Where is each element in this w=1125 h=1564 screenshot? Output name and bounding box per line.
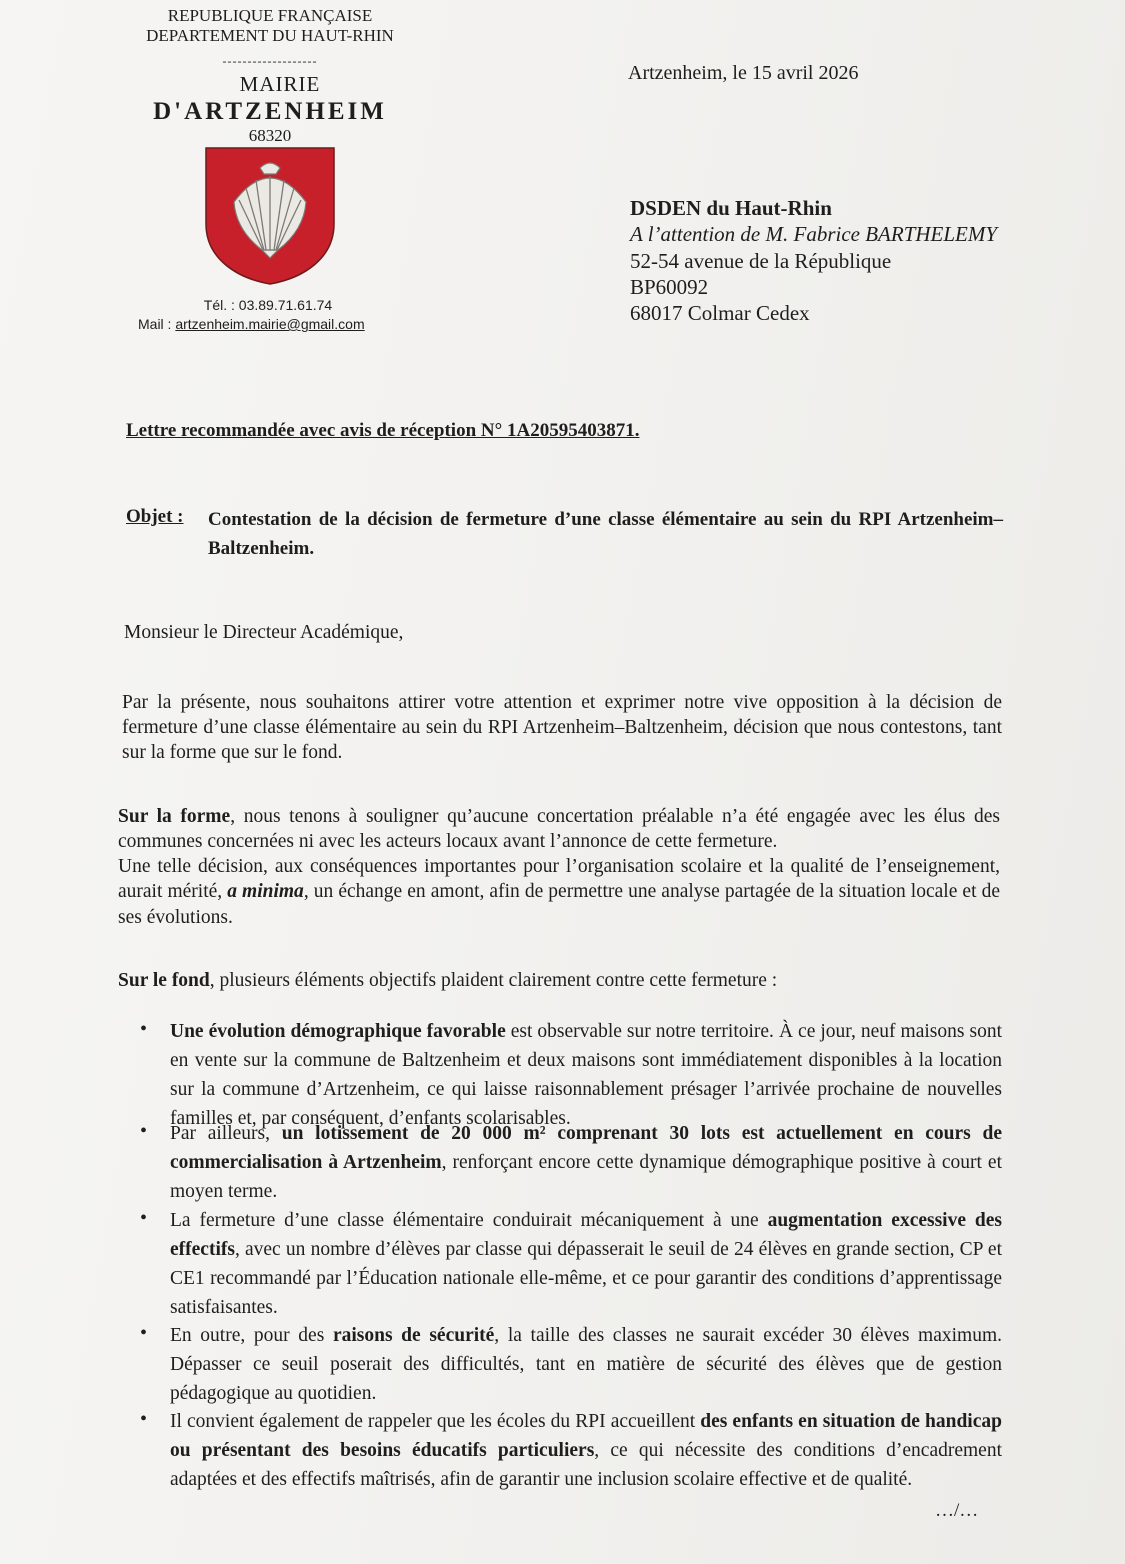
bullet-item — [140, 1322, 1002, 1409]
bullet-bold: Une évolution démographique favorable — [170, 1021, 506, 1042]
bullet-icon: • — [140, 1408, 148, 1430]
republic-line: REPUBLIQUE FRANÇAISE — [167, 6, 373, 25]
form-paragraph — [118, 804, 1000, 930]
bullet-text — [170, 1207, 1002, 1322]
form-text-c: , un échange en amont, afin de permettre une analyse partagée de la situation locale et de ses évolutions. — [118, 881, 1000, 928]
form-emphasis: a minima — [227, 881, 304, 903]
form-text-a: , nous tenons à souligner qu’aucune concertation préalable n’a été engagée avec les élus des communes concernées ni avec les acteurs locaux avant l’annonce de cette fermeture. — [118, 806, 1000, 853]
commune-name: D'ARTZENHEIM — [153, 98, 387, 125]
bullet-lead: La fermeture d’une classe élémentaire conduirait mécaniquement à une — [170, 1210, 768, 1231]
bullet-text — [170, 1120, 1002, 1207]
bullet-text — [170, 1322, 1002, 1409]
form-text-b: Une telle décision, aux conséquences importantes pour l’organisation scolaire et la qualité de l’enseignement, aurait mérité, — [118, 856, 1000, 903]
recipient-attention: A l’attention de M. Fabrice BARTHELEMY — [630, 222, 998, 247]
mairie-telephone: Tél. : 03.89.71.61.74 — [203, 297, 333, 313]
form-paragraph-line-b — [118, 854, 1000, 929]
bullet-bold: un lotissement de 20 000 m² comprenant 30 lots est actuellement en cours de commercialisation à Artzenheim — [170, 1123, 1003, 1173]
recipient-city: 68017 Colmar Cedex — [630, 301, 810, 325]
continuation-mark: …/… — [935, 1500, 979, 1521]
coat-of-arms-shell-icon — [204, 146, 336, 286]
intro-paragraph: Par la présente, nous souhaitons attirer votre attention et exprimer notre vive opposition à la décision de fermeture d’une classe élémentaire au sein du RPI Artzenheim–Baltzenheim, décision que nous contestons, tant sur la forme que sur le fond. — [122, 692, 1002, 764]
bullet-lead: Il convient également de rappeler que les écoles du RPI accueillent — [170, 1411, 701, 1432]
form-heading: Sur la forme — [118, 806, 231, 827]
recipient-bp: BP60092 — [630, 274, 709, 299]
bullet-rest: , ce qui nécessite des conditions d’encadrement adaptées et des effectifs maîtrisés, afin de garantir une inclusion scolaire effective et de qualité. — [170, 1439, 1003, 1490]
bullet-icon: • — [140, 1120, 148, 1142]
letterhead-separator: ------------------- — [222, 54, 318, 68]
bullet-item — [140, 1120, 1002, 1207]
bullet-lead: Par ailleurs, — [170, 1123, 282, 1144]
letterhead-republic — [140, 6, 400, 45]
bullet-item — [140, 1018, 1002, 1133]
bullet-bold: des enfants en situation de handicap ou présentant des besoins éducatifs particuliers — [170, 1411, 1002, 1461]
recipient-address — [630, 195, 997, 326]
mairie-mail — [138, 316, 398, 332]
form-paragraph-line-a — [118, 804, 1000, 854]
bullet-bold: augmentation excessive des effectifs — [170, 1210, 1002, 1260]
recipient-street: 52-54 avenue de la République — [630, 248, 892, 273]
bullet-item — [140, 1207, 1002, 1322]
commune-postcode: 68320 — [248, 126, 292, 145]
bullet-bold: raisons de sécurité — [332, 1325, 495, 1346]
mail-link[interactable]: artzenheim.mairie@gmail.com — [175, 316, 365, 332]
bullet-lead: En outre, pour des — [170, 1325, 333, 1346]
bullet-rest: , avec un nombre d’élèves par classe qui dépasserait le seuil de 24 élèves en grande section, CP et CE1 recommandé par l’Éducation nationale elle-même, et ce pour garantir des conditions d’apprentissage satisfaisantes. — [170, 1238, 1002, 1318]
bullet-icon: • — [140, 1207, 148, 1229]
mairie-label: MAIRIE — [239, 72, 321, 96]
registered-mail-line: Lettre recommandée avec avis de réception N° 1A20595403871. — [126, 420, 640, 441]
letter-date: Artzenheim, le 15 avril 2026 — [628, 62, 859, 84]
bullet-text — [170, 1408, 1002, 1495]
bullet-text — [170, 1018, 1002, 1133]
mail-label: Mail : — [138, 316, 176, 332]
bullet-rest: est observable sur notre territoire. À ce jour, neuf maisons sont en vente sur la commune de Baltzenheim et deux maisons sont immédiatement disponibles à la location sur la commune d’Artzenheim, ce qui laisse raisonnablement présager l’arrivée prochaine de nouvelles familles et, par conséquent, d’enfants scolarisables. — [170, 1021, 1002, 1129]
recipient-name: DSDEN du Haut-Rhin — [630, 196, 832, 220]
substance-text: , plusieurs éléments objectifs plaident clairement contre cette fermeture : — [209, 970, 778, 991]
bullet-icon: • — [140, 1322, 148, 1344]
object-label: Objet : — [126, 506, 184, 527]
bullet-item — [140, 1408, 1002, 1495]
bullet-rest: , renforçant encore cette dynamique démographique positive à court et moyen terme. — [170, 1151, 1002, 1202]
department-line: DEPARTEMENT DU HAUT-RHIN — [146, 25, 394, 45]
bullet-rest: , la taille des classes ne saurait excéder 30 élèves maximum. Dépasser ce seuil poserait des difficultés, tant en matière de sécurité des élèves que de gestion pédagogique au quotidien. — [170, 1325, 1003, 1404]
substance-heading: Sur le fond — [118, 970, 210, 991]
object-text: Contestation de la décision de fermeture d’une classe élémentaire au sein du RPI Artzenheim–Baltzenheim. — [208, 509, 1003, 559]
bullet-icon: • — [140, 1018, 148, 1040]
substance-paragraph — [118, 968, 1000, 993]
salutation: Monsieur le Directeur Académique, — [124, 622, 404, 643]
